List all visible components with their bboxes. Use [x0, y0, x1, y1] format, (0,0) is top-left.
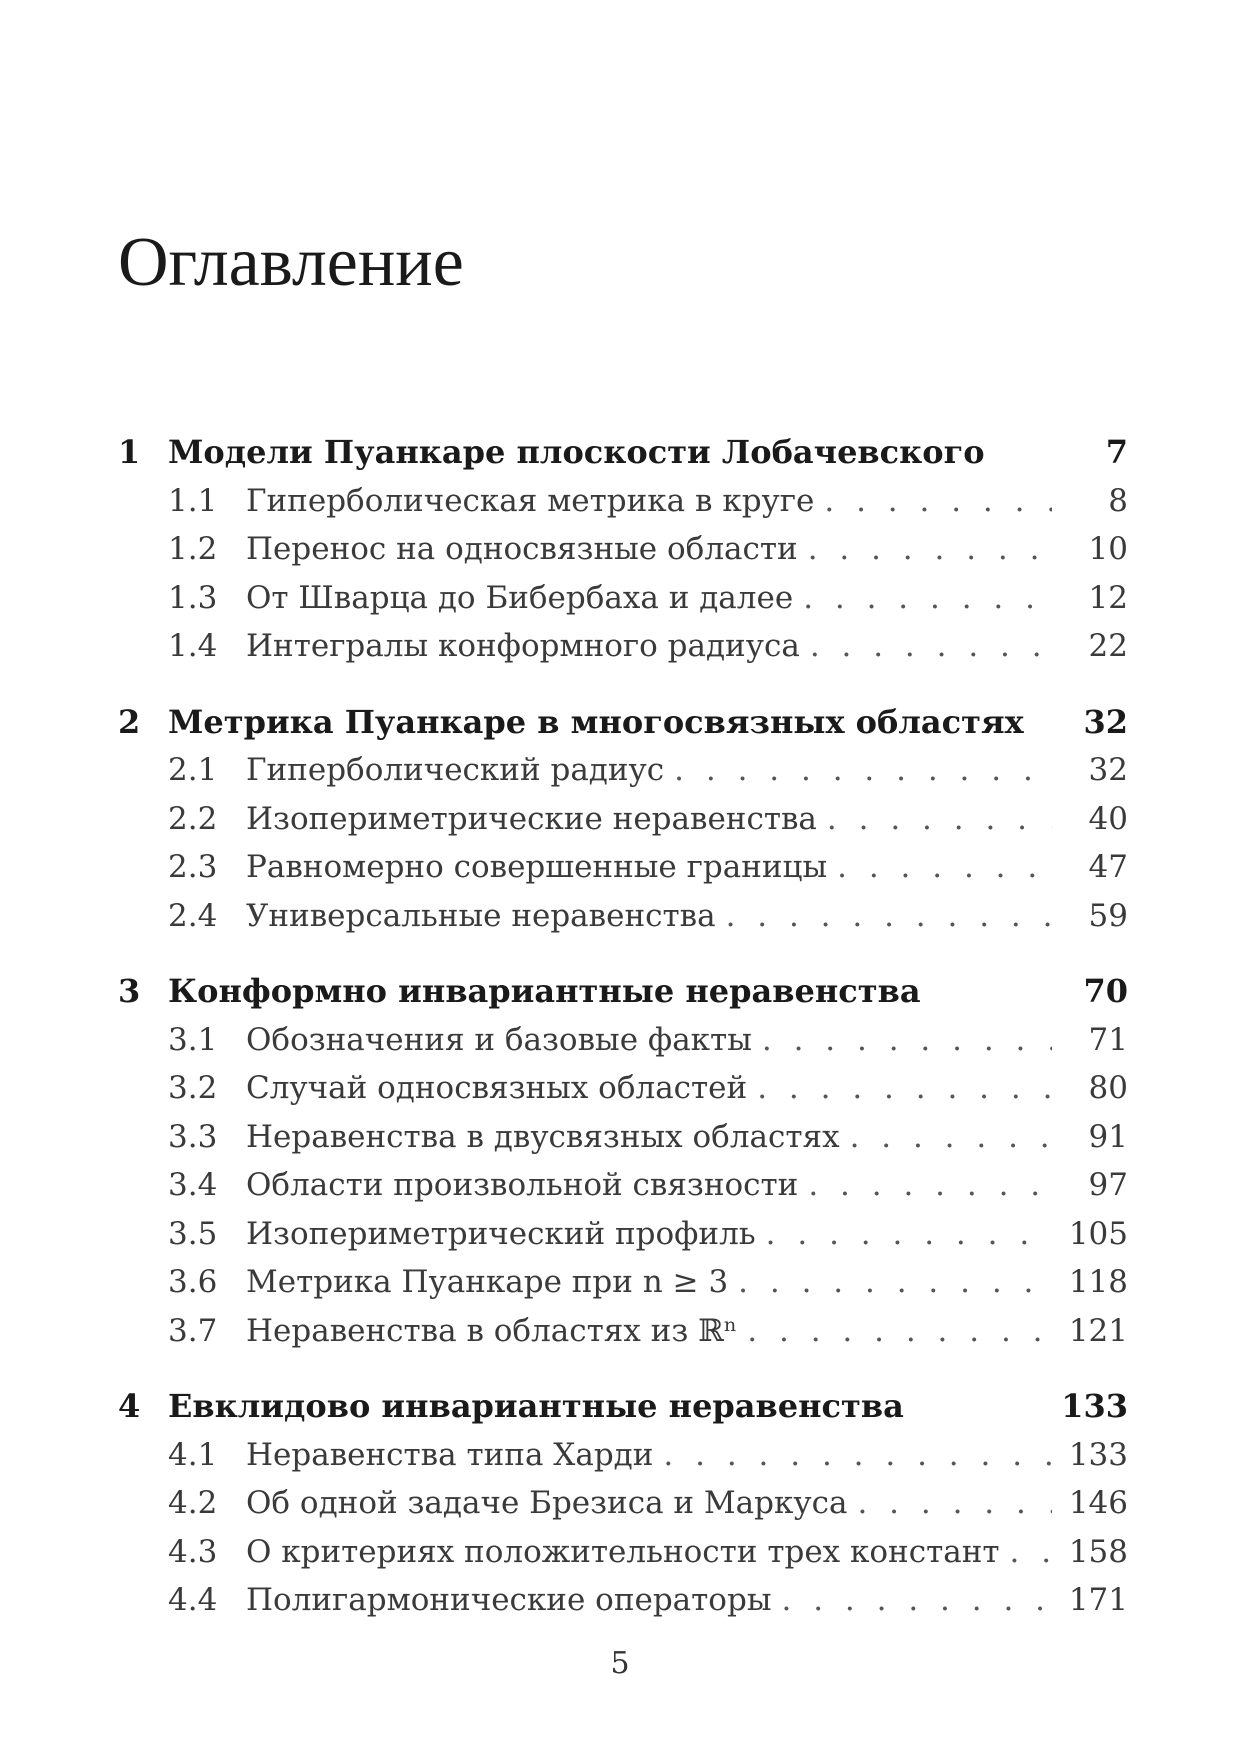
section-title: Универсальные неравенства — [246, 897, 716, 934]
section-number: 3.5 — [168, 1215, 218, 1252]
section-title: Метрика Пуанкаре при n ≥ 3 — [246, 1264, 729, 1300]
chapter-page: 7 — [1105, 433, 1128, 471]
section-entry[interactable] — [118, 525, 1128, 574]
section-page: 80 — [1088, 1070, 1128, 1106]
section-title: От Шварца до Бибербаха и далее — [246, 579, 794, 616]
section-number: 3.7 — [168, 1312, 218, 1349]
section-page: 71 — [1088, 1021, 1128, 1058]
section-page: 91 — [1088, 1118, 1128, 1155]
section-page: 133 — [1068, 1436, 1128, 1473]
chapter-number: 4 — [118, 1387, 141, 1425]
section-number: 4.3 — [168, 1533, 218, 1570]
section-page: 146 — [1068, 1485, 1128, 1521]
section-number: 3.3 — [168, 1118, 218, 1155]
leader-dots — [762, 1016, 1052, 1065]
section-page: 12 — [1088, 579, 1128, 616]
chapter-title: Евклидово инвариантные неравенства — [168, 1387, 904, 1425]
leader-dots — [810, 622, 1052, 671]
chapter-number: 2 — [118, 702, 141, 741]
section-entry[interactable] — [118, 795, 1128, 844]
section-entry[interactable] — [118, 622, 1128, 671]
chapter-title: Конформно инвариантные неравенства — [168, 972, 921, 1010]
leader-dots — [808, 1161, 1052, 1210]
section-number: 1.2 — [168, 531, 218, 567]
section-entry[interactable] — [118, 746, 1128, 795]
section-page: 22 — [1088, 628, 1128, 664]
section-page: 8 — [1108, 482, 1128, 519]
leader-dots — [782, 1576, 1053, 1625]
chapter-page: 32 — [1083, 702, 1128, 741]
section-entry[interactable] — [118, 1258, 1128, 1307]
leader-dots — [850, 1113, 1052, 1162]
section-title: Равномерно совершенные границы — [246, 849, 828, 885]
chapter-number: 1 — [118, 433, 141, 471]
leader-dots — [808, 525, 1052, 574]
section-title: Изопериметрические неравенства — [246, 800, 817, 837]
section-page: 118 — [1068, 1264, 1128, 1300]
section-number: 1.1 — [168, 482, 218, 519]
leader-dots — [827, 795, 1052, 844]
section-entry[interactable] — [118, 1479, 1128, 1528]
section-number: 3.1 — [168, 1021, 218, 1058]
section-entry[interactable] — [118, 1576, 1128, 1625]
section-page: 158 — [1068, 1533, 1128, 1570]
section-number: 2.3 — [168, 849, 218, 885]
section-title: Неравенства в областях из ℝⁿ — [246, 1312, 738, 1349]
leader-dots — [766, 1210, 1052, 1259]
section-entry[interactable] — [118, 1064, 1128, 1113]
section-page: 59 — [1088, 897, 1128, 934]
table-of-contents — [118, 428, 1128, 1652]
leader-dots — [857, 1479, 1052, 1528]
section-title: Интегралы конформного радиуса — [246, 628, 800, 664]
leader-dots — [747, 1307, 1052, 1356]
chapter-number: 3 — [118, 972, 141, 1010]
chapter-page: 70 — [1083, 972, 1128, 1010]
leader-dots — [726, 892, 1052, 941]
section-number: 4.2 — [168, 1485, 218, 1521]
section-number: 2.2 — [168, 800, 218, 837]
section-title: Изопериметрический профиль — [246, 1215, 756, 1252]
leader-dots — [824, 477, 1052, 526]
chapter-page: 133 — [1061, 1387, 1128, 1425]
section-entry[interactable] — [118, 1161, 1128, 1210]
leader-dots — [837, 843, 1052, 892]
chapter-heading[interactable] — [118, 428, 1128, 477]
chapter-3 — [118, 967, 1128, 1355]
section-number: 3.4 — [168, 1167, 218, 1203]
section-entry[interactable] — [118, 843, 1128, 892]
section-title: Неравенства типа Харди — [246, 1436, 654, 1473]
chapter-4 — [118, 1382, 1128, 1625]
section-title: Перенос на односвязные области — [246, 531, 798, 567]
section-page: 171 — [1068, 1582, 1128, 1618]
section-entry[interactable] — [118, 1210, 1128, 1259]
section-number: 4.4 — [168, 1582, 218, 1618]
page-number: 5 — [610, 1646, 630, 1681]
section-page: 40 — [1088, 800, 1128, 837]
section-entry[interactable] — [118, 1016, 1128, 1065]
chapter-title: Метрика Пуанкаре в многосвязных областях — [168, 702, 1024, 741]
section-title: Гиперболический радиус — [246, 752, 665, 788]
leader-dots — [738, 1258, 1052, 1307]
section-number: 2.1 — [168, 752, 218, 788]
leader-dots — [757, 1064, 1052, 1113]
section-entry[interactable] — [118, 1113, 1128, 1162]
chapter-1 — [118, 428, 1128, 671]
leader-dots — [674, 746, 1052, 795]
chapter-2 — [118, 698, 1128, 941]
section-title: Случай односвязных областей — [246, 1070, 748, 1106]
section-title: О критериях положительности трех констант — [246, 1533, 1000, 1570]
section-title: Гиперболическая метрика в круге — [246, 482, 815, 519]
section-entry[interactable] — [118, 1307, 1128, 1356]
section-entry[interactable] — [118, 477, 1128, 526]
section-page: 105 — [1068, 1215, 1128, 1252]
chapter-heading[interactable] — [118, 1382, 1128, 1431]
section-title: Неравенства в двусвязных областях — [246, 1118, 840, 1155]
chapter-title: Модели Пуанкаре плоскости Лобачевского — [168, 433, 985, 471]
section-title: Полигармонические операторы — [246, 1582, 772, 1618]
section-entry[interactable] — [118, 892, 1128, 941]
section-number: 3.2 — [168, 1070, 218, 1106]
section-number: 1.4 — [168, 628, 218, 664]
leader-dots — [803, 574, 1052, 623]
section-number: 1.3 — [168, 579, 218, 616]
page-title: Оглавление — [118, 224, 464, 301]
chapter-heading[interactable] — [118, 967, 1128, 1016]
section-entry[interactable] — [118, 574, 1128, 623]
section-number: 2.4 — [168, 897, 218, 934]
leader-dots — [663, 1431, 1052, 1480]
section-title: Об одной задаче Брезиса и Маркуса — [246, 1485, 848, 1521]
section-page: 32 — [1088, 752, 1128, 788]
section-number: 3.6 — [168, 1264, 218, 1300]
section-number: 4.1 — [168, 1436, 218, 1473]
section-entry[interactable] — [118, 1431, 1128, 1480]
section-entry[interactable] — [118, 1528, 1128, 1577]
section-page: 121 — [1068, 1312, 1128, 1349]
section-title: Области произвольной связности — [246, 1167, 799, 1203]
section-title: Обозначения и базовые факты — [246, 1021, 752, 1058]
leader-dots — [1010, 1528, 1052, 1577]
chapter-heading[interactable] — [118, 698, 1128, 747]
section-page: 97 — [1088, 1167, 1128, 1203]
section-page: 47 — [1088, 849, 1128, 885]
section-page: 10 — [1088, 531, 1128, 567]
